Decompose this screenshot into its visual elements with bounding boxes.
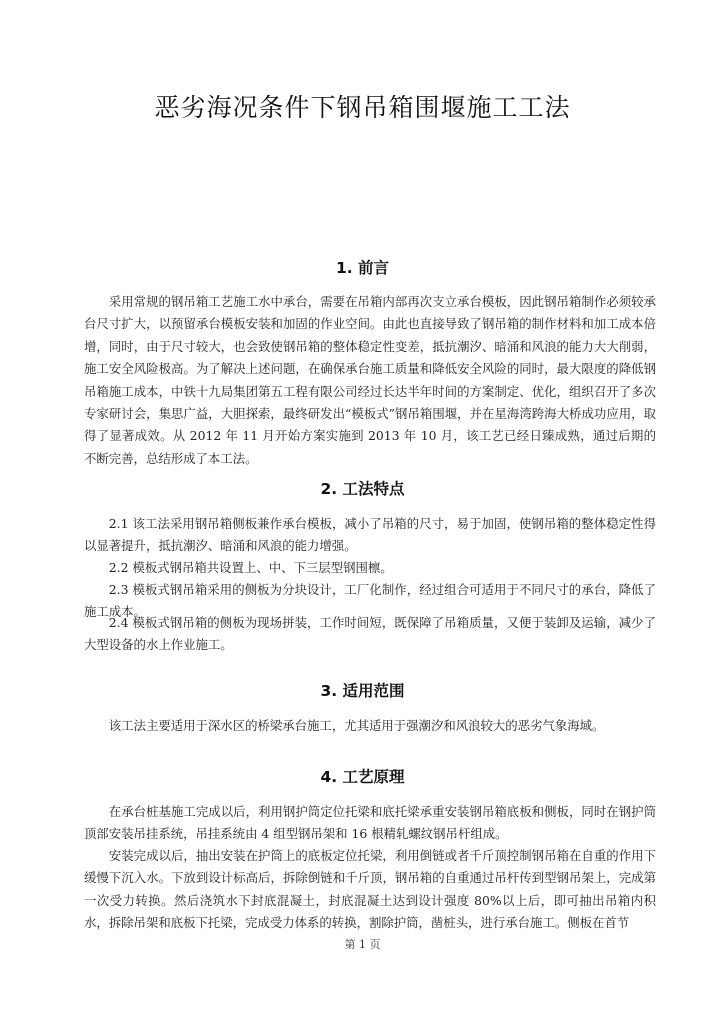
principle-paragraph-2: 安装完成以后，抽出安装在护筒上的底板定位托梁，利用倒链或者千斤顶控制钢吊箱在自重的作用下缓慢下沉入水。下放到设计标高后，拆除倒链和千斤顶，钢吊箱的自重通过吊杆传到型钢吊架上，完成第一次受力转换。然后浇筑水下封底混凝土，封底混凝土达到设计强度 80%以上后，即可抽出吊箱内积水，拆除吊架和底板下托梁，完成受力体系的转换，割除护筒，凿桩头，进行承台施工。侧板在首节 [84, 848, 656, 931]
features-paragraph-2-3: 2.3 模板式钢吊箱采用的侧板为分块设计，工厂化制作，经过组合可适用于不同尺寸的承台，降低了施工成本。 [84, 582, 656, 620]
section-heading-preface: 1. 前言 [335, 259, 390, 277]
features-paragraph-2-4: 2.4 模板式钢吊箱的侧板为现场拼装，工作时间短，既保障了吊箱质量，又便于装卸及运输，减少了大型设备的水上作业施工。 [84, 615, 656, 653]
page-title: 恶劣海况条件下钢吊箱围堰施工工法 [154, 93, 571, 122]
preface-paragraph: 采用常规的钢吊箱工艺施工水中承台，需要在吊箱内部再次支立承台模板，因此钢吊箱制作必须较承台尺寸扩大，以预留承台模板安装和加固的作业空间。由此也直接导致了钢吊箱的制作材料和加工成本倍增，同时，由于尺寸较大，也会致使钢吊箱的整体稳定性变差，抵抗潮汐、暗涌和风浪的能力大大削弱，施工安全风险极高。为了解决上述问题，在确保承台施工质量和降低安全风险的同时，最大限度的降低钢吊箱施工成本，中铁十九局集团第五工程有限公司经过长达半年时间的方案制定、优化，组织召开了多次专家研讨会，集思广益，大胆探索，最终研发出“模板式”钢吊箱围堰，并在星海湾跨海大桥成功应用，取得了显著成效。从 2012 年 11 月开始方案实施到 2013 年 10 月，该工艺已经日臻成熟，通过后期的不断完善，总结形成了本工法。 [84, 294, 656, 466]
section-heading-features: 2. 工法特点 [320, 480, 405, 498]
features-paragraph-2-2: 2.2 模板式钢吊箱共设置上、中、下三层型钢围檩。 [108, 560, 393, 575]
features-paragraph-2-1: 2.1 该工法采用钢吊箱侧板兼作承台模板，减小了吊箱的尺寸，易于加固，使钢吊箱的整体稳定性得以显著提升，抵抗潮汐、暗涌和风浪的能力增强。 [84, 516, 656, 554]
principle-paragraph-1: 在承台桩基施工完成以后，利用钢护筒定位托梁和底托梁承重安装钢吊箱底板和侧板，同时在钢护筒顶部安装吊挂系统，吊挂系统由 4 组型钢吊架和 16 根精轧螺纹钢吊杆组成。 [84, 804, 656, 842]
section-heading-principle: 4. 工艺原理 [320, 768, 405, 786]
section-heading-scope: 3. 适用范围 [320, 682, 405, 700]
scope-paragraph: 该工法主要适用于深水区的桥梁承台施工，尤其适用于强潮汐和风浪较大的恶劣气象海域。 [108, 718, 605, 733]
page-number: 第 1 页 [344, 938, 381, 951]
